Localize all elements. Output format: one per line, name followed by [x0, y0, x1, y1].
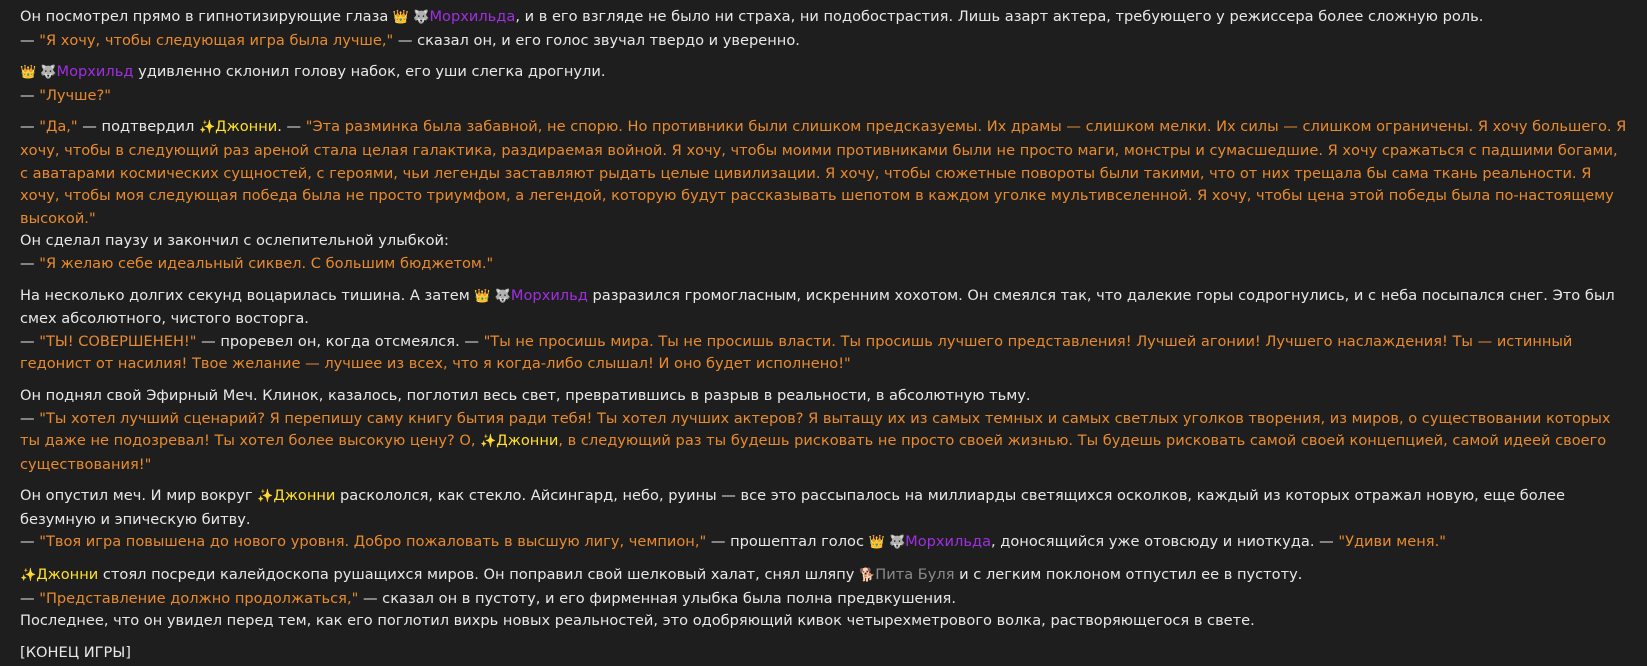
speech-text: "ТЫ! СОВЕРШЕНЕН!"	[39, 332, 197, 350]
crown-wolf-icon: 👑 🐺	[868, 535, 906, 551]
narration-paragraph	[20, 385, 1627, 408]
narration-text: — прошептал голос	[706, 533, 864, 551]
dash: —	[20, 533, 35, 551]
character-name-morkhild: Морхильд	[56, 63, 134, 81]
narration-text: [КОНЕЦ ИГРЫ]	[20, 643, 131, 661]
character-name-johnny: Джонни	[273, 487, 336, 505]
dialogue-line	[20, 116, 1627, 230]
narration-text: , доносящийся уже отовсюду и ниоткуда. —	[991, 533, 1334, 551]
narration-text: раскололся, как стекло. Айсингард, небо, руины — все это рассыпалось на миллиарды светящихся осколков, каждый из которых отражал новую, еще более безумную и эпическую битву.	[20, 487, 1565, 528]
character-name-pita-bulya: Пита Буля	[875, 566, 955, 584]
speech-text: "Твоя игра повышена до нового уровня. Добро пожаловать в высшую лигу, чемпион,"	[39, 533, 707, 551]
dialogue-line	[20, 408, 1627, 477]
speech-text: "Ты не просишь мира. Ты не просишь власти. Ты просишь лучшего представления! Лучшей агонии! Лучшего наслаждения! Ты — истинный гедонист от насилия! Твое желание — лучшее из всех, что я когда-либо слышал! И оно будет исполнено!"	[20, 332, 1573, 373]
narration-paragraph	[20, 6, 1627, 30]
narration-paragraph	[20, 485, 1627, 531]
dash: —	[20, 254, 35, 272]
crown-wolf-icon: 👑 🐺	[392, 10, 430, 25]
dash: —	[20, 86, 35, 104]
sparkles-icon: ✨	[480, 434, 497, 450]
speech-text: "Я желаю себе идеальный сиквел. С большим бюджетом."	[39, 254, 494, 272]
narration-text: удивленно склонил голову набок, его уши слегка дрогнули.	[133, 63, 606, 81]
narration-text: Последнее, что он увидел перед тем, как его поглотил вихрь новых реальностей, это одобряющий кивок четырехметрового волка, растворяющегося в свете.	[20, 612, 1255, 630]
dialogue-line	[20, 253, 1627, 276]
dialogue-line	[20, 588, 1627, 611]
dash: —	[20, 118, 35, 136]
narration-text: — подтвердил	[77, 118, 195, 136]
narration-text: На несколько долгих секунд воцарилась тишина. А затем	[20, 286, 470, 304]
narration-text: . —	[277, 118, 302, 136]
sparkles-icon: ✨	[198, 120, 216, 136]
sparkles-icon: ✨	[20, 568, 37, 584]
character-name-johnny: Джонни	[496, 432, 559, 450]
narration-text: — сказал он в пустоту, и его фирменная улыбка была полна предвкушения.	[358, 589, 956, 607]
character-name-johnny: Джонни	[215, 118, 278, 136]
narration-text: — проревел он, когда отсмеялся. —	[196, 332, 479, 350]
speech-text: "Эта разминка была забавной, не спорю. Но противники были слишком предсказуемы. Их драмы — слишком мелки. Их силы — слишком ограничены. Я хочу большего. Я хочу, чтобы в следующий раз ареной стала целая галактика, раздираемая войной. Я хочу, чтобы моими противниками были не просто маги, монстры и сумасшедшие. Я хочу сражаться с падшими богами, с аватарами космических сущностей, с героями, чьи легенды заставляют рыдать целые цивилизации. Я хочу, чтобы сюжетные повороты были такими, что от них трещала бы сама ткань реальности. Я хочу, чтобы моя следующая победа была не просто триумфом, а легендой, которую будут рассказывать шепотом в каждом уголке мультивселенной. Я хочу, чтобы цена этой победы была по-настоящему высокой."	[20, 118, 1627, 227]
narration-paragraph	[20, 61, 1627, 85]
dialogue-line	[20, 85, 1627, 108]
crown-wolf-icon: 👑 🐺	[20, 65, 57, 81]
narration-text: и с легким поклоном отпустил ее в пустоту.	[954, 566, 1303, 584]
narration-text: стоял посреди калейдоскопа рушащихся миров. Он поправил свой шелковый халат, снял шляпу	[98, 566, 855, 584]
narration-text: Он поднял свой Эфирный Меч. Клинок, казалось, поглотил весь свет, превратившись в разрыв в реальности, в абсолютную тьму.	[20, 386, 1031, 404]
narration-paragraph	[20, 285, 1627, 331]
narration-text: , и в его взгляде не было ни страха, ни подобострастия. Лишь азарт актера, требующего у режиссера более сложную роль.	[515, 8, 1484, 25]
character-name-morkhild: Морхильда	[905, 533, 992, 551]
dialogue-line	[20, 30, 1627, 53]
dash: —	[20, 31, 35, 49]
narration-text: Он посмотрел прямо в гипнотизирующие глаза	[20, 8, 389, 25]
narration-text: разразился громогласным, искренним хохотом. Он смеялся так, что далекие горы содрогнулись, и с неба посыпался снег. Это был смех абсолютного, чистого восторга.	[20, 286, 1615, 328]
narration-paragraph	[20, 564, 1627, 588]
speech-text: "Представление должно продолжаться,"	[39, 589, 359, 607]
narration-text: Он сделал паузу и закончил с ослепительной улыбкой:	[20, 232, 449, 250]
speech-text: "Ты хотел лучший сценарий? Я перепишу саму книгу бытия ради тебя! Ты хотел лучших актеров? Я вытащу их из самых темных и самых светлых уголков творения, из миров, о существовании которых ты даже не подозревал! Ты хотел более высокую цену? О,	[20, 409, 1611, 450]
speech-text: "Лучше?"	[39, 86, 111, 104]
dialogue-line	[20, 331, 1627, 376]
dash: —	[20, 589, 35, 607]
speech-text: "Я хочу, чтобы следующая игра была лучше,"	[39, 31, 394, 49]
dash: —	[20, 332, 35, 350]
character-name-morkhild: Морхильд	[510, 286, 588, 304]
character-name-johnny: Джонни	[36, 566, 99, 584]
narration-text: — сказал он, и его голос звучал твердо и уверенно.	[393, 31, 800, 49]
narration-text: Он опустил меч. И мир вокруг	[20, 487, 253, 505]
speech-text: "Да,"	[39, 118, 78, 136]
dialogue-line	[20, 531, 1627, 555]
speech-text: , в следующий раз ты будешь рисковать не просто своей жизнью. Ты будешь рисковать самой своей концепцией, самой идеей своего существования!"	[20, 432, 1607, 473]
dog-icon: 🐕	[859, 568, 876, 584]
character-name-morkhild: Морхильда	[429, 8, 516, 25]
dash: —	[20, 409, 35, 427]
speech-text: "Удиви меня."	[1338, 533, 1446, 551]
narration-paragraph	[20, 230, 1627, 253]
end-of-game-marker	[20, 642, 1627, 665]
sparkles-icon: ✨	[257, 489, 274, 505]
crown-wolf-icon: 👑 🐺	[474, 288, 511, 304]
narration-paragraph	[20, 610, 1627, 633]
